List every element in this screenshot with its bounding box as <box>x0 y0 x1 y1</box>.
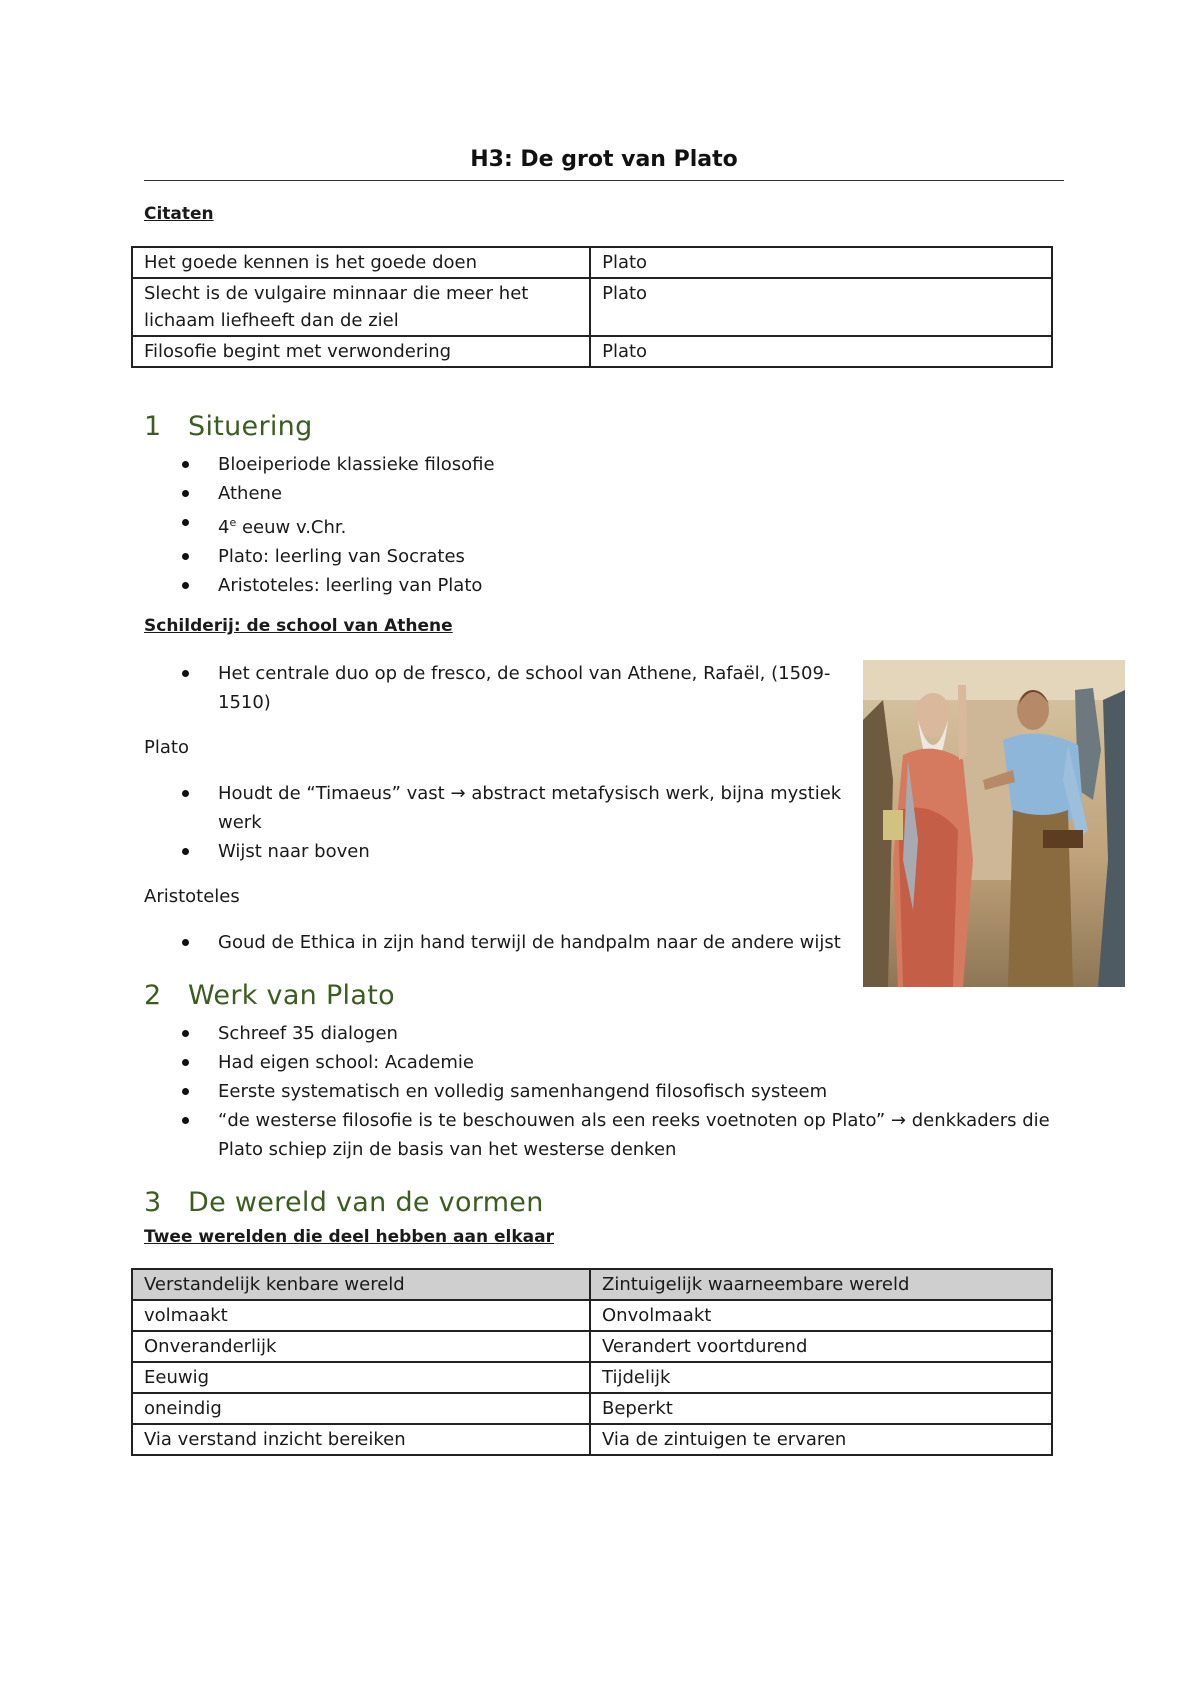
table-cell: Via verstand inzicht bereiken <box>132 1424 590 1455</box>
section-number: 2 <box>144 980 162 1011</box>
painting-heading: Schilderij: de school van Athene <box>144 616 453 636</box>
table-cell: Verandert voortdurend <box>590 1331 1052 1362</box>
bullet-icon <box>182 519 189 526</box>
section-heading-vormen <box>144 1187 544 1218</box>
author-cell: Plato <box>590 278 1052 336</box>
arrow-right-icon: → <box>890 1110 906 1131</box>
list-item: Wijst naar boven <box>144 837 849 866</box>
list-item: Eerste systematisch en volledig samenhangend filosofisch systeem <box>144 1077 1074 1106</box>
bullet-icon <box>182 553 189 560</box>
citaten-heading: Citaten <box>144 204 214 224</box>
situering-list <box>144 450 844 600</box>
bullet-icon <box>182 790 189 797</box>
plato-label: Plato <box>144 737 189 758</box>
section-heading-situering <box>144 411 313 442</box>
quote-cell: Filosofie begint met verwondering <box>132 336 590 367</box>
page-title: H3: De grot van Plato <box>470 147 738 172</box>
quote-cell: Het goede kennen is het goede doen <box>132 247 590 278</box>
column-header: Zintuigelijk waarneembare wereld <box>590 1269 1052 1300</box>
section-title: Situering <box>188 411 313 442</box>
list-item: Schreef 35 dialogen <box>144 1019 1074 1048</box>
section-heading-werk <box>144 980 395 1011</box>
bullet-icon <box>182 1088 189 1095</box>
werk-list <box>144 1019 1074 1164</box>
list-item: Aristoteles: leerling van Plato <box>144 571 844 600</box>
aristoteles-list <box>144 928 864 957</box>
bullet-icon <box>182 1030 189 1037</box>
table-row <box>132 1424 1052 1455</box>
list-item: Bloeiperiode klassieke filosofie <box>144 450 844 479</box>
aristoteles-label: Aristoteles <box>144 886 240 907</box>
plato-list <box>144 779 849 866</box>
table-row <box>132 278 1052 336</box>
table-cell: Tijdelijk <box>590 1362 1052 1393</box>
list-item: Houdt de “Timaeus” vast → abstract metafysisch werk, bijna mystiek werk <box>144 779 849 837</box>
title-divider <box>144 180 1064 181</box>
school-of-athens-image <box>863 660 1125 987</box>
list-item: “de westerse filosofie is te beschouwen als een reeks voetnoten op Plato” → denkkaders die Plato schiep zijn de basis van het westerse denken <box>144 1106 1074 1164</box>
bullet-icon <box>182 939 189 946</box>
arrow-right-icon: → <box>450 783 466 804</box>
bullet-icon <box>182 1117 189 1124</box>
quotes-table <box>131 246 1053 368</box>
section-title: De wereld van de vormen <box>188 1187 544 1218</box>
worlds-table <box>131 1268 1053 1456</box>
table-row <box>132 1300 1052 1331</box>
list-item: 4e eeuw v.Chr. <box>144 508 844 542</box>
quote-cell: Slecht is de vulgaire minnaar die meer het lichaam liefheeft dan de ziel <box>132 278 590 336</box>
table-cell: Eeuwig <box>132 1362 590 1393</box>
author-cell: Plato <box>590 247 1052 278</box>
table-cell: Onvolmaakt <box>590 1300 1052 1331</box>
bullet-icon <box>182 490 189 497</box>
table-row <box>132 336 1052 367</box>
list-item: Had eigen school: Academie <box>144 1048 1074 1077</box>
table-row <box>132 1362 1052 1393</box>
table-cell: Beperkt <box>590 1393 1052 1424</box>
list-item: Goud de Ethica in zijn hand terwijl de handpalm naar de andere wijst <box>144 928 864 957</box>
bullet-icon <box>182 461 189 468</box>
bullet-icon <box>182 1059 189 1066</box>
table-row <box>132 1393 1052 1424</box>
section-title: Werk van Plato <box>188 980 395 1011</box>
table-cell: Onveranderlijk <box>132 1331 590 1362</box>
bullet-icon <box>182 582 189 589</box>
table-row <box>132 1331 1052 1362</box>
table-row <box>132 247 1052 278</box>
table-header-row <box>132 1269 1052 1300</box>
bullet-icon <box>182 670 189 677</box>
section-number: 1 <box>144 411 162 442</box>
list-item: Athene <box>144 479 844 508</box>
list-item: Plato: leerling van Socrates <box>144 542 844 571</box>
table-cell: oneindig <box>132 1393 590 1424</box>
column-header: Verstandelijk kenbare wereld <box>132 1269 590 1300</box>
list-item: Het centrale duo op de fresco, de school van Athene, Rafaël, (1509-1510) <box>144 659 849 717</box>
painting-list <box>144 659 849 717</box>
table-cell: volmaakt <box>132 1300 590 1331</box>
vormen-subheading: Twee werelden die deel hebben aan elkaar <box>144 1227 555 1247</box>
table-cell: Via de zintuigen te ervaren <box>590 1424 1052 1455</box>
section-number: 3 <box>144 1187 162 1218</box>
bullet-icon <box>182 848 189 855</box>
author-cell: Plato <box>590 336 1052 367</box>
